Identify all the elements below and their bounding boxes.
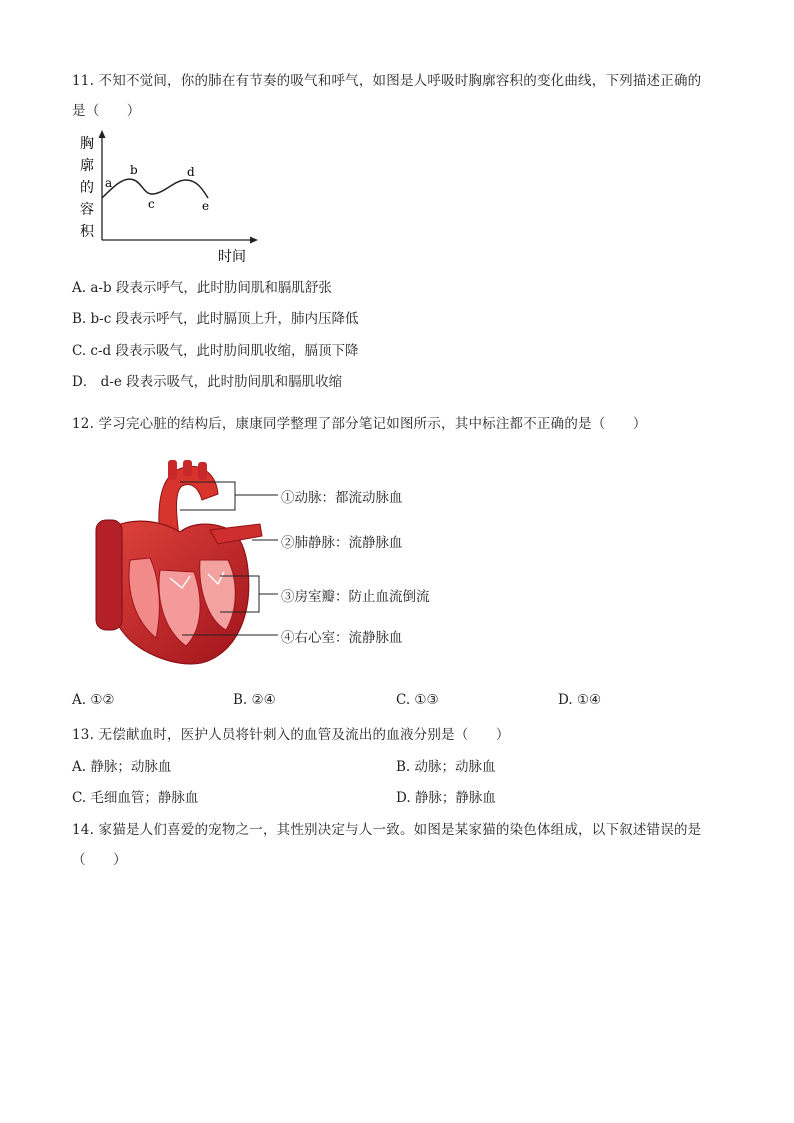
- q13-option-d[interactable]: D. 静脉；静脉血: [396, 790, 496, 806]
- q13-option-b[interactable]: B. 动脉；动脉血: [396, 759, 496, 775]
- chart-ylabel-char: 的: [80, 180, 94, 196]
- chart-point-label-b: b: [130, 163, 138, 177]
- q12-option-b[interactable]: B. ②④: [233, 692, 276, 708]
- chart-ylabel-char: 胸: [80, 136, 94, 152]
- q12-stem: 12. 学习完心脏的结构后，康康同学整理了部分笔记如图所示，其中标注都不正确的是（ ）: [72, 416, 647, 432]
- vena-cava: [96, 520, 122, 630]
- chart-point-label-c: c: [148, 197, 155, 211]
- q11-option-d[interactable]: D． d-e 段表示吸气，此时肋间肌和膈肌收缩: [72, 374, 343, 390]
- chart-ylabel-char: 容: [80, 202, 94, 218]
- heart-label-4: ④右心室：流静脉血: [281, 630, 403, 646]
- bracket-3: [220, 576, 259, 612]
- bracket-1: [180, 482, 235, 510]
- q12-option-c[interactable]: C. ①③: [396, 692, 439, 708]
- q11-option-b[interactable]: B. b-c 段表示呼气，此时膈顶上升，肺内压降低: [72, 311, 359, 327]
- q12-option-a[interactable]: A. ①②: [72, 692, 115, 708]
- chart-point-label-d: d: [187, 165, 195, 179]
- chart-y-arrow-icon: [99, 130, 106, 138]
- q13-stem: 13. 无偿献血时，医护人员将针刺入的血管及流出的血液分别是（ ）: [72, 727, 510, 743]
- chart-volume-curve: [102, 179, 208, 198]
- chart-ylabel-char: 积: [80, 224, 94, 240]
- q11-option-c[interactable]: C. c-d 段表示吸气，此时肋间肌收缩，膈顶下降: [72, 343, 359, 359]
- q11-stem-line2: 是（ ）: [72, 103, 141, 119]
- heart-label-3: ③房室瓣：防止血流倒流: [281, 589, 430, 605]
- chart-x-arrow-icon: [250, 237, 258, 244]
- q11-option-a[interactable]: A. a-b 段表示呼气，此时肋间肌和膈肌舒张: [72, 280, 332, 296]
- q11-stem-line1: 11. 不知不觉间，你的肺在有节奏的吸气和呼气，如图是人呼吸时胸廓容积的变化曲线，下列描述正确的: [72, 73, 702, 89]
- heart-label-2: ②肺静脉：流静脉血: [281, 535, 403, 551]
- heart-label-1: ①动脉：都流动脉血: [281, 490, 403, 506]
- chart-point-label-e: e: [202, 199, 210, 213]
- q11-breathing-curve-chart: [72, 128, 272, 268]
- q14-stem-line1: 14. 家猫是人们喜爱的宠物之一，其性别决定与人一致。如图是某家猫的染色体组成，以下叙述错误的是: [72, 822, 702, 838]
- chart-point-label-a: a: [105, 176, 113, 190]
- q14-stem-line2: （ ）: [72, 852, 127, 868]
- heart-annotation-lines: [160, 470, 280, 660]
- chart-ylabel-char: 廓: [80, 158, 94, 174]
- chart-xlabel: 时间: [218, 249, 246, 265]
- q13-option-c[interactable]: C. 毛细血管；静脉血: [72, 790, 199, 806]
- q12-option-d[interactable]: D. ①④: [558, 692, 602, 708]
- q13-option-a[interactable]: A. 静脉；动脉血: [72, 759, 172, 775]
